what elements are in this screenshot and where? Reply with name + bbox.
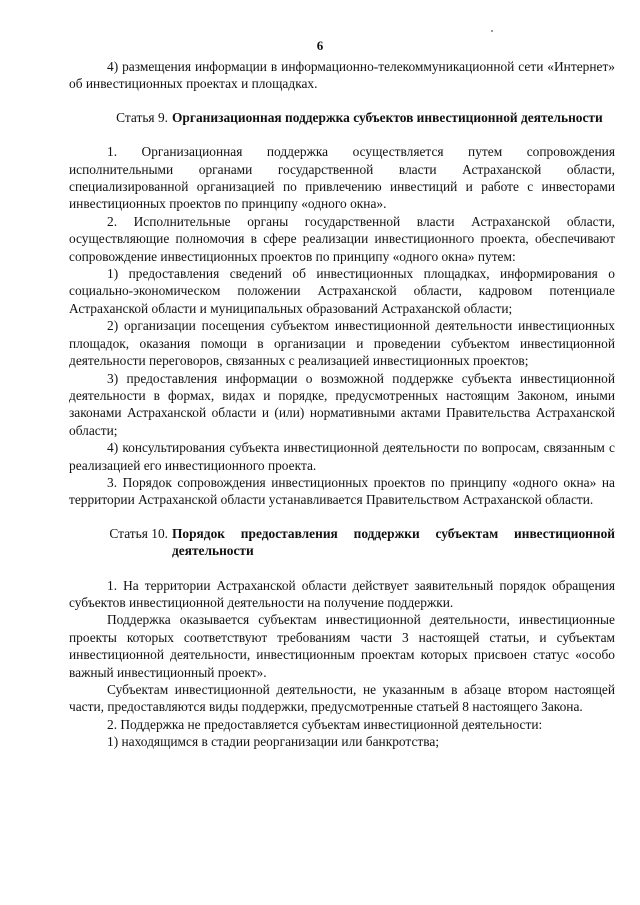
paragraph: 3) предоставления информации о возможной поддержке субъекта инвестиционной деятельности в формах, видах и порядке, предусмотренных настоящим Законом, иными законами Астраханской области и (или) нормативными актами Правительства Астраханской области; — [69, 370, 615, 438]
document-body — [69, 58, 615, 751]
paragraph: Субъектам инвестиционной деятельности, не указанным в абзаце втором настоящей части, предоставляются виды поддержки, предусмотренные статьей 8 настоящего Закона. — [69, 682, 615, 715]
article-title: Порядок предоставления поддержки субъектам инвестиционной деятельности — [172, 525, 615, 559]
article-label: Статья 9. — [116, 109, 168, 125]
scan-speck — [491, 30, 493, 32]
paragraph: 2. Исполнительные органы государственной власти Астраханской области, осуществляющие полномочия в сфере реализации инвестиционного проекта, обеспечивают сопровождение инвестиционных проектов по принципу «одного окна» путем: — [69, 213, 615, 264]
paragraph: 2) организации посещения субъектом инвестиционной деятельности инвестиционных площадок, оказания помощи в организации и проведении субъектом инвестиционной деятельности переговоров, связанных с реализацией инвестиционных проектов; — [69, 318, 615, 369]
paragraph: 4) консультирования субъекта инвестиционной деятельности по вопросам, связанным с реализацией его инвестиционного проекта. — [69, 440, 615, 473]
article-heading — [69, 109, 615, 126]
article-label: Статья 10. — [109, 525, 168, 541]
paragraph: 2. Поддержка не предоставляется субъектам инвестиционной деятельности: — [107, 716, 543, 732]
paragraph: Поддержка оказывается субъектам инвестиционной деятельности, инвестиционные проекты которых соответствуют требованиям части 3 настоящей статьи, и субъектам инвестиционной деятельности, инвестиционным проектам которых присвоен статус «особо важный инвестиционный проект». — [69, 612, 615, 680]
paragraph: 3. Порядок сопровождения инвестиционных проектов по принципу «одного окна» на территории Астраханской области устанавливается Правительством Астраханской области. — [69, 474, 615, 508]
paragraph: 1. На территории Астраханской области действует заявительный порядок обращения субъектов инвестиционной деятельности на получение поддержки. — [69, 577, 615, 610]
paragraph: 1) находящимся в стадии реорганизации или банкротства; — [107, 734, 440, 750]
paragraph: 4) размещения информации в информационно-телекоммуникационной сети «Интернет» об инвестиционных проектах и площадках. — [69, 59, 615, 92]
article-title: Организационная поддержка субъектов инвестиционной деятельности — [172, 109, 603, 125]
page-number: 6 — [316, 38, 324, 53]
paragraph: 1) предоставления сведений об инвестиционных площадках, информирования о социально-экономическом положении Астраханской области, кадровом потенциале Астраханской области и муниципальных образований Астраханской области; — [69, 266, 615, 316]
article-heading — [69, 525, 615, 560]
paragraph: 1. Организационная поддержка осуществляется путем сопровождения исполнительными органами государственной власти Астраханской области, специализированной организацией по привлечению инвестиций и работе с инвесторами инвестиционных проектов по принципу «одного окна». — [69, 144, 615, 212]
